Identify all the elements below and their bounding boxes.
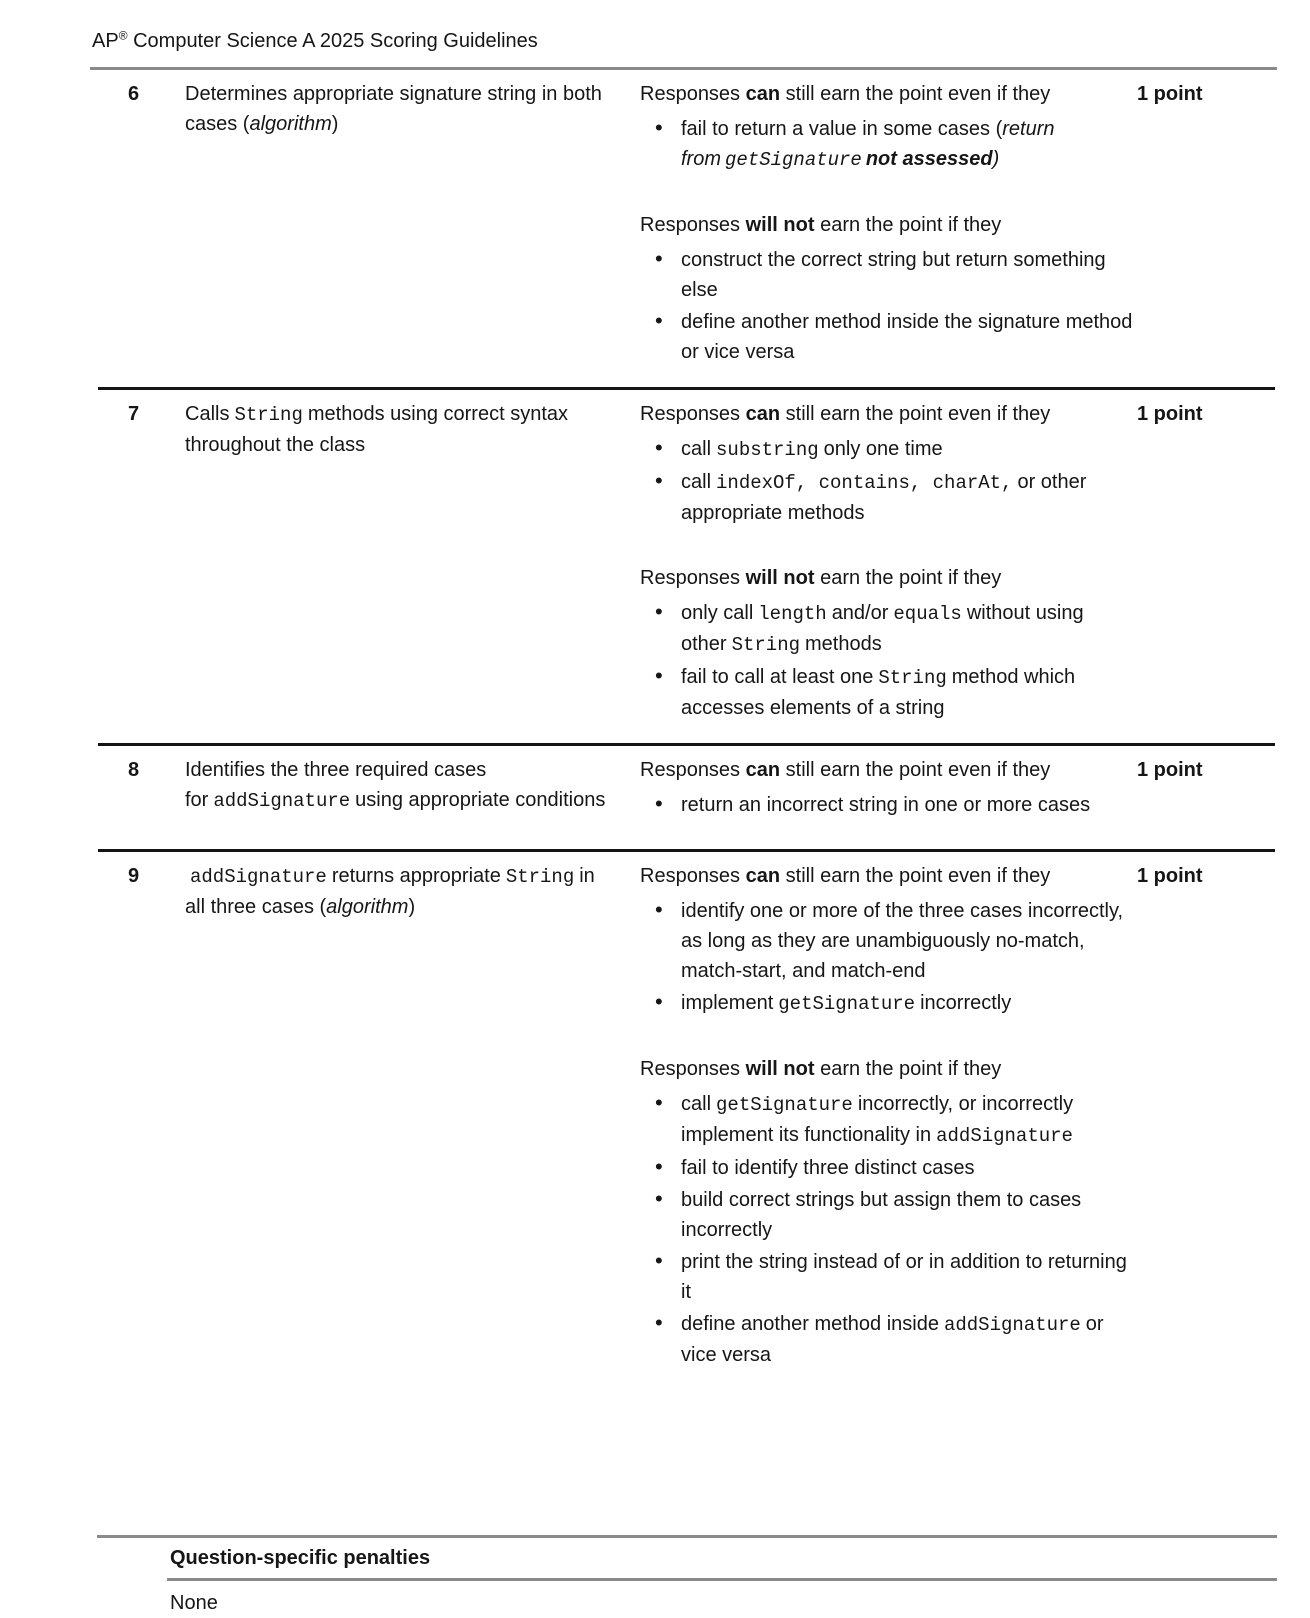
text-run: ® xyxy=(118,28,128,43)
text-run: define another method inside xyxy=(681,1313,939,1335)
bullet-list xyxy=(640,114,1137,175)
text-run: still earn the point even if they xyxy=(780,759,1051,781)
text-run: equals xyxy=(893,603,962,625)
text-run: ) xyxy=(331,113,339,135)
text-run: AP xyxy=(92,30,119,52)
points-label: 1 point xyxy=(1137,865,1203,887)
response-intro xyxy=(640,861,1137,891)
text-run: and/or xyxy=(831,602,889,624)
text-run: algorithm xyxy=(249,113,332,135)
page-title xyxy=(92,28,1310,54)
response-section xyxy=(640,399,1137,528)
text-run: build correct strings but assign them to cases incorrectly xyxy=(681,1189,1087,1241)
text-run: only call xyxy=(681,602,754,624)
text-run: can xyxy=(745,759,781,781)
text-run: in all three cases ( xyxy=(185,865,601,918)
text-run: call xyxy=(681,471,712,493)
response-intro xyxy=(640,210,1137,240)
criterion-cell xyxy=(185,399,640,723)
bullet-item xyxy=(640,1309,1137,1370)
responses-cell xyxy=(640,755,1137,829)
bullet-list xyxy=(640,434,1137,528)
table-row xyxy=(98,743,1275,849)
text-run: construct the correct string but return something else xyxy=(681,249,1112,301)
text-run: earn the point if they xyxy=(814,567,1002,589)
text-run: earn the point if they xyxy=(814,1058,1002,1080)
text-run: String xyxy=(505,866,575,888)
table-row xyxy=(98,70,1275,387)
text-run: ) xyxy=(408,896,416,918)
text-run: getSignature xyxy=(725,149,862,171)
bullet-item xyxy=(640,1089,1137,1151)
text-run: Responses xyxy=(640,1058,746,1080)
text-run: will not xyxy=(745,567,815,589)
criterion-cell xyxy=(185,755,640,829)
text-run: call xyxy=(681,438,712,460)
criterion-number: 6 xyxy=(128,83,140,105)
points-label: 1 point xyxy=(1137,759,1203,781)
points-label: 1 point xyxy=(1137,83,1203,105)
text-run: algorithm xyxy=(326,896,409,918)
responses-cell xyxy=(640,79,1137,367)
text-run: method which accesses elements of a string xyxy=(681,666,1081,719)
bullet-item xyxy=(640,988,1137,1019)
criterion-number: 8 xyxy=(128,759,140,781)
text-run: will not xyxy=(745,214,815,236)
text-run: Determines appropriate signature string in both cases ( xyxy=(185,83,608,135)
bullet-list xyxy=(640,598,1137,723)
text-run: implement xyxy=(681,992,774,1014)
response-section xyxy=(640,79,1137,175)
text-run: Responses xyxy=(640,865,746,887)
text-run: incorrectly, or incorrectly implement its functionality in xyxy=(681,1093,1079,1146)
bullet-item xyxy=(640,1185,1137,1245)
bullet-item xyxy=(640,1153,1137,1183)
text-run: String xyxy=(234,404,303,426)
text-run: String xyxy=(731,634,801,656)
text-run: fail to identify three distinct cases xyxy=(681,1157,975,1179)
criterion-number: 7 xyxy=(128,403,140,425)
text-run: can xyxy=(745,403,781,425)
text-run: call xyxy=(681,1093,712,1115)
text-run: or other appropriate methods xyxy=(681,471,1092,524)
text-run: Responses xyxy=(640,403,746,425)
text-run: identify one or more of the three cases incorrectly, as long as they are unambiguously no-match, match-start, and match-end xyxy=(681,900,1129,982)
text-run: using appropriate conditions xyxy=(355,789,606,811)
bullet-list xyxy=(640,790,1137,820)
criterion-cell xyxy=(185,79,640,367)
text-run: can xyxy=(745,83,781,105)
text-run: addSignature xyxy=(213,790,351,812)
text-run: Responses xyxy=(640,567,746,589)
bullet-item xyxy=(640,114,1137,175)
criterion-cell xyxy=(185,861,640,1429)
text-run: addSignature xyxy=(943,1314,1081,1336)
text-run: or vice versa xyxy=(681,1313,1110,1366)
response-intro xyxy=(640,79,1137,109)
bullet-list xyxy=(640,245,1137,367)
text-run: ) xyxy=(992,148,1000,170)
response-section xyxy=(640,1054,1137,1370)
text-run: still earn the point even if they xyxy=(780,83,1051,105)
penalties-top-rule xyxy=(97,1535,1277,1538)
table-footer-gap xyxy=(0,1449,1310,1535)
text-run: String xyxy=(878,667,947,689)
text-run: Responses xyxy=(640,759,746,781)
text-run: indexOf, contains, charAt, xyxy=(716,472,1013,494)
text-run: getSignature xyxy=(778,993,916,1015)
text-run: not assessed xyxy=(865,148,993,170)
bullet-list xyxy=(640,1089,1137,1370)
penalties-heading: Question-specific penalties xyxy=(170,1547,431,1569)
text-run: incorrectly xyxy=(920,992,1012,1014)
text-run: will not xyxy=(745,1058,815,1080)
bullet-list xyxy=(640,896,1137,1019)
text-run: Calls xyxy=(185,403,230,425)
text-run: without using other xyxy=(681,602,1090,655)
bullet-item xyxy=(640,434,1137,465)
criterion-number: 9 xyxy=(128,865,140,887)
bullet-item xyxy=(640,1247,1137,1307)
bullet-item xyxy=(640,307,1137,367)
response-section xyxy=(640,861,1137,1019)
responses-cell xyxy=(640,861,1137,1429)
text-run: substring xyxy=(716,439,819,461)
text-run: Identifies the three required cases for xyxy=(185,759,492,811)
text-run: Responses xyxy=(640,83,746,105)
response-intro xyxy=(640,563,1137,593)
bullet-item xyxy=(640,467,1137,528)
points-label: 1 point xyxy=(1137,403,1203,425)
text-run: can xyxy=(745,865,781,887)
text-run: getSignature xyxy=(716,1094,853,1116)
scoring-criteria-table xyxy=(98,70,1275,1449)
text-run: length xyxy=(758,603,827,625)
text-run: earn the point if they xyxy=(814,214,1002,236)
bullet-item xyxy=(640,662,1137,723)
penalties-value: None xyxy=(170,1592,218,1614)
text-run: addSignature xyxy=(190,866,327,888)
text-run: return from xyxy=(681,118,1061,170)
text-run: fail to call at least one xyxy=(681,666,874,688)
penalties-heading-rule xyxy=(167,1578,1277,1581)
response-intro xyxy=(640,755,1137,785)
response-section xyxy=(640,755,1137,820)
text-run: Computer Science A 2025 Scoring Guidelines xyxy=(127,30,538,52)
table-row xyxy=(98,849,1275,1449)
text-run: only one time xyxy=(823,438,943,460)
bullet-item xyxy=(640,790,1137,820)
bullet-item xyxy=(640,245,1137,305)
text-run: define another method inside the signature method or vice versa xyxy=(681,311,1138,363)
text-run: return an incorrect string in one or more cases xyxy=(681,794,1091,816)
response-intro xyxy=(640,399,1137,429)
response-section xyxy=(640,563,1137,723)
text-run: returns appropriate xyxy=(331,865,501,887)
text-run: print the string instead of or in addition to returning it xyxy=(681,1251,1133,1303)
text-run: still earn the point even if they xyxy=(780,865,1051,887)
responses-cell xyxy=(640,399,1137,723)
table-row xyxy=(98,387,1275,743)
text-run: fail to return a value in some cases ( xyxy=(681,118,1003,140)
text-run: methods xyxy=(805,633,882,655)
response-intro xyxy=(640,1054,1137,1084)
text-run: addSignature xyxy=(936,1125,1073,1147)
response-section xyxy=(640,210,1137,367)
text-run: still earn the point even if they xyxy=(780,403,1051,425)
bullet-item xyxy=(640,598,1137,660)
bullet-item xyxy=(640,896,1137,986)
text-run: Responses xyxy=(640,214,746,236)
text-run: methods using correct syntax throughout the class xyxy=(185,403,574,456)
